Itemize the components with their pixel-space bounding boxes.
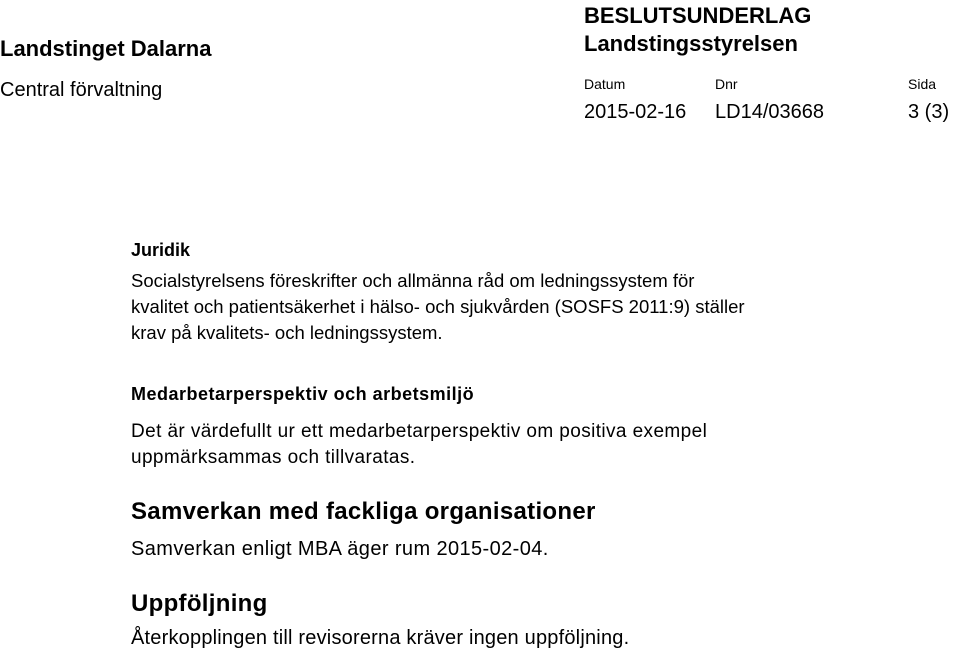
- section-heading-uppfoljning: Uppföljning: [131, 590, 268, 617]
- section-medarbetarperspektiv: [131, 384, 951, 471]
- organization-name: Landstinget Dalarna: [0, 36, 212, 61]
- section-heading-samverkan: Samverkan med fackliga organisationer: [131, 498, 596, 525]
- department-name: Central förvaltning: [0, 79, 163, 101]
- date-label: Datum: [584, 76, 626, 92]
- section-heading-juridik: Juridik: [131, 240, 191, 260]
- section-juridik: [131, 240, 951, 346]
- section-heading-medarbetarperspektiv: Medarbetarperspektiv och arbetsmiljö: [131, 384, 475, 404]
- page-label: Sida: [908, 76, 937, 92]
- section-text-uppfoljning: Återkopplingen till revisorerna kräver ingen uppföljning.: [131, 627, 630, 649]
- date-value: 2015-02-16: [584, 101, 687, 123]
- document-type: BESLUTSUNDERLAG: [584, 3, 812, 28]
- board-name: Landstingsstyrelsen: [584, 31, 798, 56]
- section-text-medarbetarperspektiv: Det är värdefullt ur ett medarbetarperspektiv om positiva exempel uppmärksammas och tillvaratas.: [131, 421, 708, 468]
- section-text-samverkan: Samverkan enligt MBA äger rum 2015-02-04.: [131, 538, 549, 560]
- dnr-value: LD14/03668: [715, 101, 824, 123]
- section-text-juridik: Socialstyrelsens föreskrifter och allmänna råd om ledningssystem för kvalitet och patientsäkerhet i hälso- och sjukvården (SOSFS 2011:9) ställer krav på kvalitets- och ledningssystem.: [131, 270, 745, 343]
- dnr-label: Dnr: [715, 76, 738, 92]
- page-number: 3 (3): [908, 101, 950, 123]
- section-uppfoljning: [131, 590, 951, 651]
- section-samverkan: [131, 498, 951, 562]
